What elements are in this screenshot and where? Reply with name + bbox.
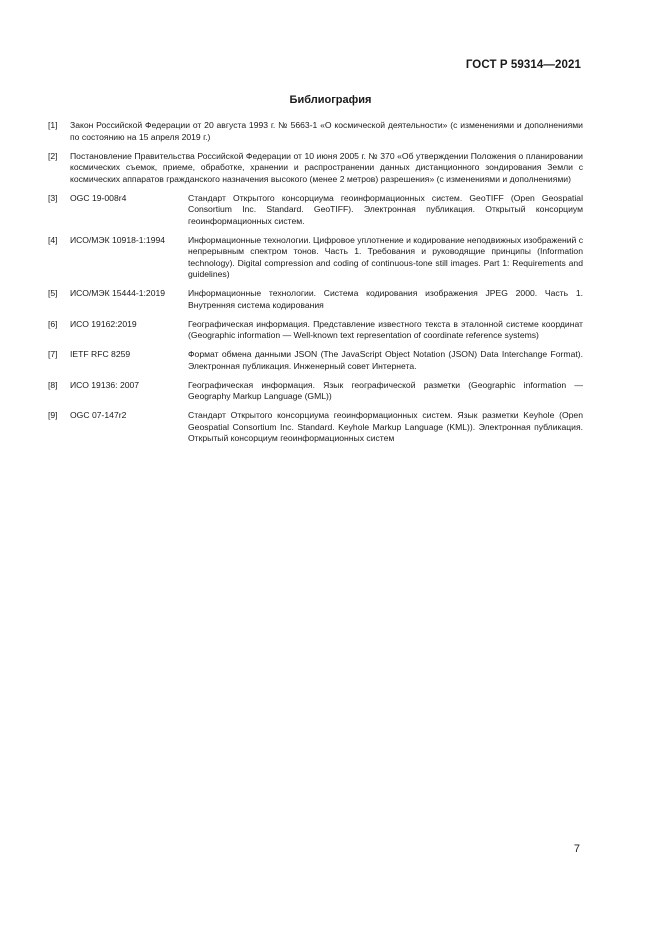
- reference-code: ИСО 19136: 2007: [70, 379, 140, 390]
- page-title: Библиография: [289, 94, 372, 106]
- reference-item-2: [48, 151, 583, 186]
- reference-item-7: [48, 349, 583, 372]
- reference-item-8: [48, 380, 583, 403]
- reference-text: Стандарт Открытого консорциума геоинформационных систем. Язык разметки Keyhole (Open Geospatial Consortium Inc. Standard. Keyhole Markup Language (KML)). Электронная публикация. Открытый консорциум геоинформационных систем: [188, 410, 583, 443]
- reference-number: [9]: [48, 410, 58, 420]
- reference-code: OGC 19-008r4: [70, 192, 127, 203]
- document-standard-number: ГОСТ Р 59314—2021: [465, 59, 581, 71]
- reference-code: ИСО 19162:2019: [70, 318, 137, 329]
- reference-code: ИСО/МЭК 15444-1:2019: [70, 288, 166, 298]
- reference-item-3: [48, 193, 583, 228]
- reference-code: ИСО/МЭК 10918-1:1994: [70, 234, 166, 245]
- reference-number: [6]: [48, 318, 58, 329]
- reference-text: Географическая информация. Язык географической разметки (Geographic information — Geography Markup Language (GML)): [188, 379, 583, 401]
- reference-text: Информационные технологии. Цифровое уплотнение и кодирование неподвижных изображений с непрерывным спектром тонов. Часть 1. Требования и руководящие принципы (Information technology). Digital compression and coding of continuous-tone still images. Part 1: Requirements and guidelines): [188, 234, 584, 279]
- reference-number: [3]: [48, 192, 58, 203]
- reference-text: Формат обмена данными JSON (The JavaScript Object Notation (JSON) Data Interchange Format). Электронная публикация. Инженерный совет Интернета.: [188, 349, 583, 371]
- page-number: 7: [573, 843, 580, 855]
- reference-text: Постановление Правительства Российской Федерации от 10 июня 2005 г. № 370 «Об утверждении Положения о планировании космических съемок, приеме, обработке, хранении и распространении данных дистанционного зондирования Земли с космических аппаратов гражданского назначения высокого (менее 2 метров) разрешения» (с изменениями и дополнениями): [70, 150, 583, 184]
- reference-item-4: [48, 235, 583, 281]
- reference-text: Стандарт Открытого консорциума геоинформационных систем. GeoTIFF (Open Geospatial Consortium Inc. Standard. GeoTIFF). Электронная публикация. Открытый консорциум геоинформационных систем.: [188, 192, 583, 226]
- reference-number: [2]: [48, 150, 58, 161]
- reference-text: Информационные технологии. Система кодирования изображения JPEG 2000. Часть 1. Внутренняя система кодирования: [188, 288, 583, 310]
- reference-number: [5]: [48, 288, 58, 298]
- reference-item-1: [48, 120, 583, 143]
- reference-item-9: [48, 410, 583, 445]
- reference-number: [1]: [48, 120, 58, 130]
- reference-item-5: [48, 288, 583, 311]
- reference-code: OGC 07-147r2: [70, 410, 127, 420]
- reference-number: [7]: [48, 349, 58, 359]
- reference-text: Закон Российской Федерации от 20 августа 1993 г. № 5663-1 «О космической деятельности» (с изменениями и дополнениями по состоянию на 15 апреля 2019 г.): [70, 120, 583, 142]
- bibliography-list: [48, 120, 583, 452]
- reference-text: Географическая информация. Представление известного текста в эталонной системе координат (Geographic information — Well-known text representation of coordinate reference systems): [188, 318, 583, 340]
- reference-number: [8]: [48, 379, 58, 390]
- reference-item-6: [48, 319, 583, 342]
- reference-number: [4]: [48, 234, 58, 245]
- reference-code: IETF RFC 8259: [70, 349, 131, 359]
